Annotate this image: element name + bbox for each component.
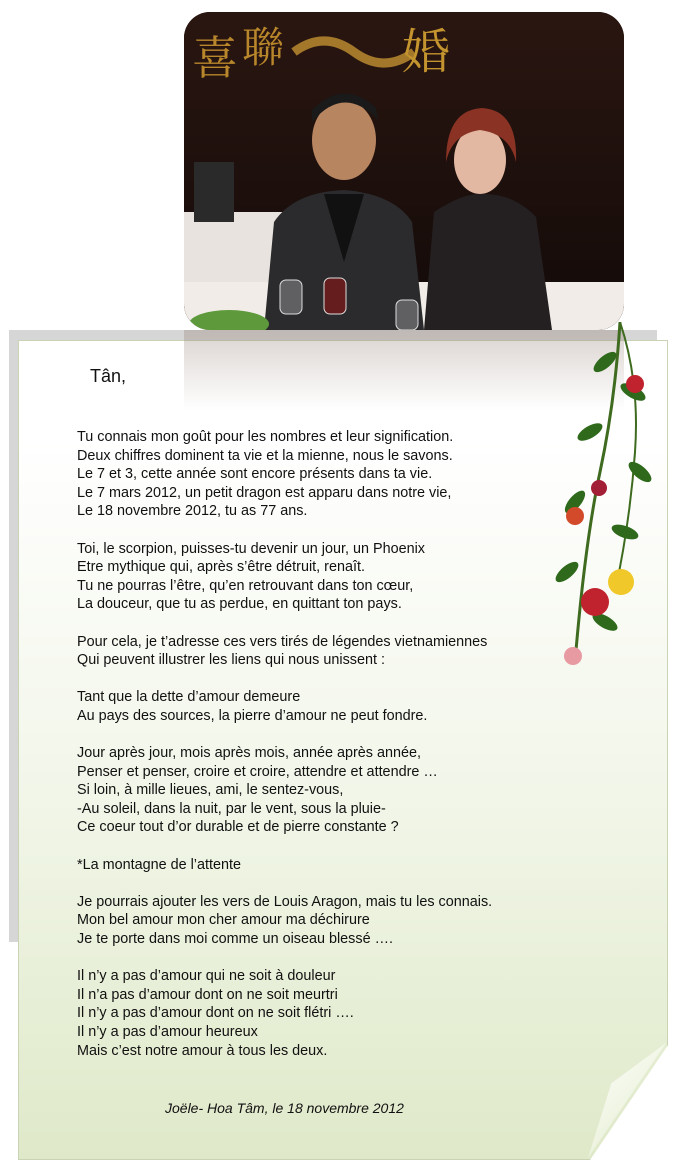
poem-line: -Au soleil, dans la nuit, par le vent, sous la pluie- [77,800,386,817]
poem-line: Qui peuvent illustrer les liens qui nous unissent : [77,652,385,669]
woman-dress [424,194,552,330]
wine-glass-red [324,278,346,314]
poem-line: Ce coeur tout d’or durable et de pierre constante ? [77,819,399,836]
poem-line: Le 7 et 3, cette année sont encore présents dans ta vie. [77,466,433,483]
poem-line: La douceur, que tu as perdue, en quittant ton pays. [77,596,402,613]
poem-line: Mon bel amour mon cher amour ma déchirure [77,912,370,929]
poem-line: Le 7 mars 2012, un petit dragon est apparu dans notre vie, [77,484,452,501]
rose-red-large [581,588,609,616]
shopping-bag [194,162,234,222]
poem-line: Tu ne pourras l’être, qu’en retrouvant dans ton cœur, [77,577,414,594]
stanza-gap [77,837,567,856]
greeting: Tân, [90,366,127,386]
rose-red [566,507,584,525]
poem-line: Il n’y a pas d’amour heureux [77,1024,258,1040]
poem-line: Jour après jour, mois après mois, année après année, [77,745,421,762]
poem-line: Au pays des sources, la pierre d’amour ne peut fondre. [77,707,428,724]
couple-photo [184,12,624,330]
photo-illustration [184,12,624,330]
banner-glyph-1: 喜 [192,31,238,85]
poem-line: Si loin, à mille lieues, ami, le sentez-vous, [77,782,344,799]
stanza-gap [77,726,567,745]
poem-line: Je pourrais ajouter les vers de Louis Aragon, mais tu les connais. [77,893,493,910]
banner-glyph-2: 聯 [242,23,285,72]
stanza-gap [77,670,567,689]
poem-line: Il n’y a pas d’amour qui ne soit à douleur [77,968,336,985]
poem-line: Il n’y a pas d’amour dont on ne soit flétri …. [77,1005,354,1022]
poem-line: Il n’a pas d’amour dont on ne soit meurtri [77,986,338,1003]
stanza-gap [77,949,567,968]
banner-glyph-3: 婚 [402,24,451,80]
poem-line: *La montagne de l’attente [77,856,242,873]
poem-line: Deux chiffres dominent ta vie et la mienne, nous le savons. [77,447,453,464]
stanza-gap [77,614,567,633]
rose-red [626,375,644,393]
poem-body [77,428,567,1060]
poem-line: Pour cela, je t’adresse ces vers tirés de légendes vietnamiennes [77,633,488,650]
poem-line: Le 18 novembre 2012, tu as 77 ans. [77,503,308,520]
poem-line: Toi, le scorpion, puisses-tu devenir un jour, un Phoenix [77,540,425,557]
poem-line: Etre mythique qui, après s’être détruit, renaît. [77,559,365,576]
stanza-gap [77,874,567,893]
poem-line: Mais c’est notre amour à tous les deux. [77,1042,328,1059]
poem-line: Je te porte dans moi comme un oiseau blessé …. [77,931,393,948]
poem-line: Tu connais mon goût pour les nombres et leur signification. [77,429,454,445]
poem-line: Penser et penser, croire et croire, attendre et attendre … [77,763,438,780]
rose-yellow [608,569,634,595]
stanza-gap [77,521,567,540]
wine-glass [396,300,418,330]
poem-line: Tant que la dette d’amour demeure [77,689,301,706]
signature: Joële- Hoa Tâm, le 18 novembre 2012 [165,1100,404,1116]
rose-red [591,480,607,496]
wine-glass [280,280,302,314]
